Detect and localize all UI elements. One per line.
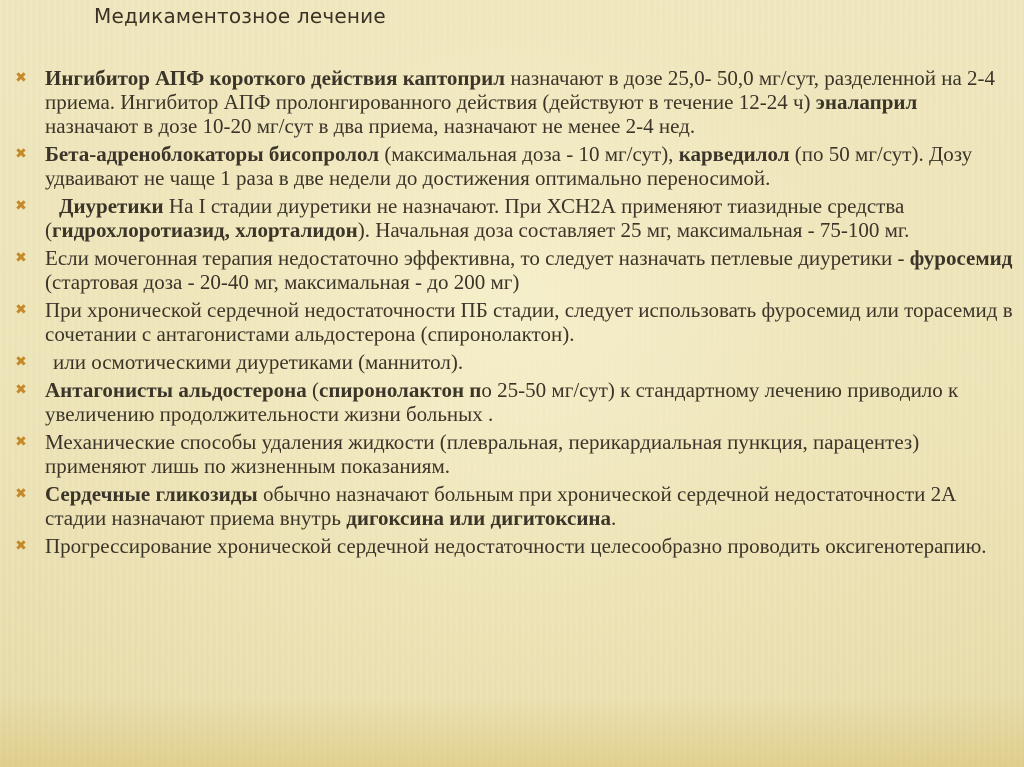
item-text: или осмотическими диуретиками (маннитол). bbox=[53, 350, 464, 374]
item-text-bold: Диуретики bbox=[59, 194, 164, 218]
item-text-bold: гидрохлоротиазид, хлорталидон bbox=[52, 218, 358, 242]
x-mark-icon: ✖ bbox=[15, 486, 27, 502]
list-item bbox=[14, 350, 1014, 374]
item-text: (максимальная доза - 10 мг/сут), bbox=[379, 142, 679, 166]
item-text: ( bbox=[306, 378, 320, 402]
item-text-bold: карведилол bbox=[678, 142, 790, 166]
x-mark-icon: ✖ bbox=[15, 382, 27, 398]
slide-title: Медикаментозное лечение bbox=[94, 4, 386, 28]
item-text-bold: спиронолактон п bbox=[319, 378, 482, 402]
x-mark-icon: ✖ bbox=[15, 538, 27, 554]
x-mark-icon: ✖ bbox=[15, 146, 27, 162]
list-item bbox=[14, 142, 1014, 190]
list-item bbox=[14, 66, 1014, 138]
item-text-bold: Ингибитор АПФ короткого действия каптоприл bbox=[45, 66, 506, 90]
item-text-bold: Бета-адреноблокаторы бисопролол bbox=[45, 142, 380, 166]
item-text-bold: дигоксина или дигитоксина bbox=[346, 506, 612, 530]
x-mark-icon: ✖ bbox=[15, 354, 27, 370]
item-text: назначают в дозе 25,0- 50,0 мг/сут, разделенной на 2-4 приема. Ингибитор АПФ пролонгированного действия (действуют в течение 12-24 ч) bbox=[45, 66, 996, 114]
item-text: (стартовая доза - 20-40 мг, максимальная - до 200 мг) bbox=[45, 270, 520, 294]
list-item bbox=[14, 194, 1014, 242]
item-text: При хронической сердечной недостаточности ПБ стадии, следует использовать фуросемид или торасемид в сочетании с антагонистами альдостерона (спиронолактон). bbox=[45, 298, 1013, 346]
list-item bbox=[14, 298, 1014, 346]
list-item bbox=[14, 430, 1014, 478]
item-text: Механические способы удаления жидкости (плевральная, перикардиальная пункция, парацентез) применяют лишь по жизненным показаниям. bbox=[45, 430, 920, 478]
item-text: о 25-50 мг/сут) к стандартному лечению приводило к увеличению продолжительности жизни больных . bbox=[45, 378, 959, 426]
list-item bbox=[14, 246, 1014, 294]
item-text: . bbox=[611, 506, 617, 530]
x-mark-icon: ✖ bbox=[15, 302, 27, 318]
item-text: (по 50 мг/сут). Дозу удваивают не чаще 1 раза в две недели до достижения оптимально переносимой. bbox=[45, 142, 973, 190]
x-mark-icon: ✖ bbox=[15, 434, 27, 450]
item-text: Если мочегонная терапия недостаточно эффективна, то следует назначать петлевые диуретики - bbox=[45, 246, 910, 270]
item-text: назначают в дозе 10-20 мг/сут в два приема, назначают не менее 2-4 нед. bbox=[45, 114, 696, 138]
bullet-list bbox=[14, 66, 1014, 562]
item-text-bold: эналаприл bbox=[815, 90, 918, 114]
list-item bbox=[14, 482, 1014, 530]
item-text: На I стадии диуретики не назначают. При ХСН2А применяют тиазидные средства ( bbox=[45, 194, 905, 242]
x-mark-icon: ✖ bbox=[15, 70, 27, 86]
item-text: Прогрессирование хронической сердечной недостаточности целесообразно проводить оксигенотерапию. bbox=[45, 534, 987, 558]
list-item bbox=[14, 534, 1014, 558]
list-item bbox=[14, 378, 1014, 426]
x-mark-icon: ✖ bbox=[15, 250, 27, 266]
item-text-bold: Антагонисты альдостерона bbox=[45, 378, 307, 402]
item-text: ). Начальная доза составляет 25 мг, максимальная - 75-100 мг. bbox=[357, 218, 910, 242]
item-text: обычно назначают больным при хронической сердечной недостаточности 2А стадии назначают приема внутрь bbox=[45, 482, 957, 530]
x-mark-icon: ✖ bbox=[15, 198, 27, 214]
item-text-bold: фуросемид bbox=[909, 246, 1013, 270]
item-text-bold: Сердечные гликозиды bbox=[45, 482, 258, 506]
